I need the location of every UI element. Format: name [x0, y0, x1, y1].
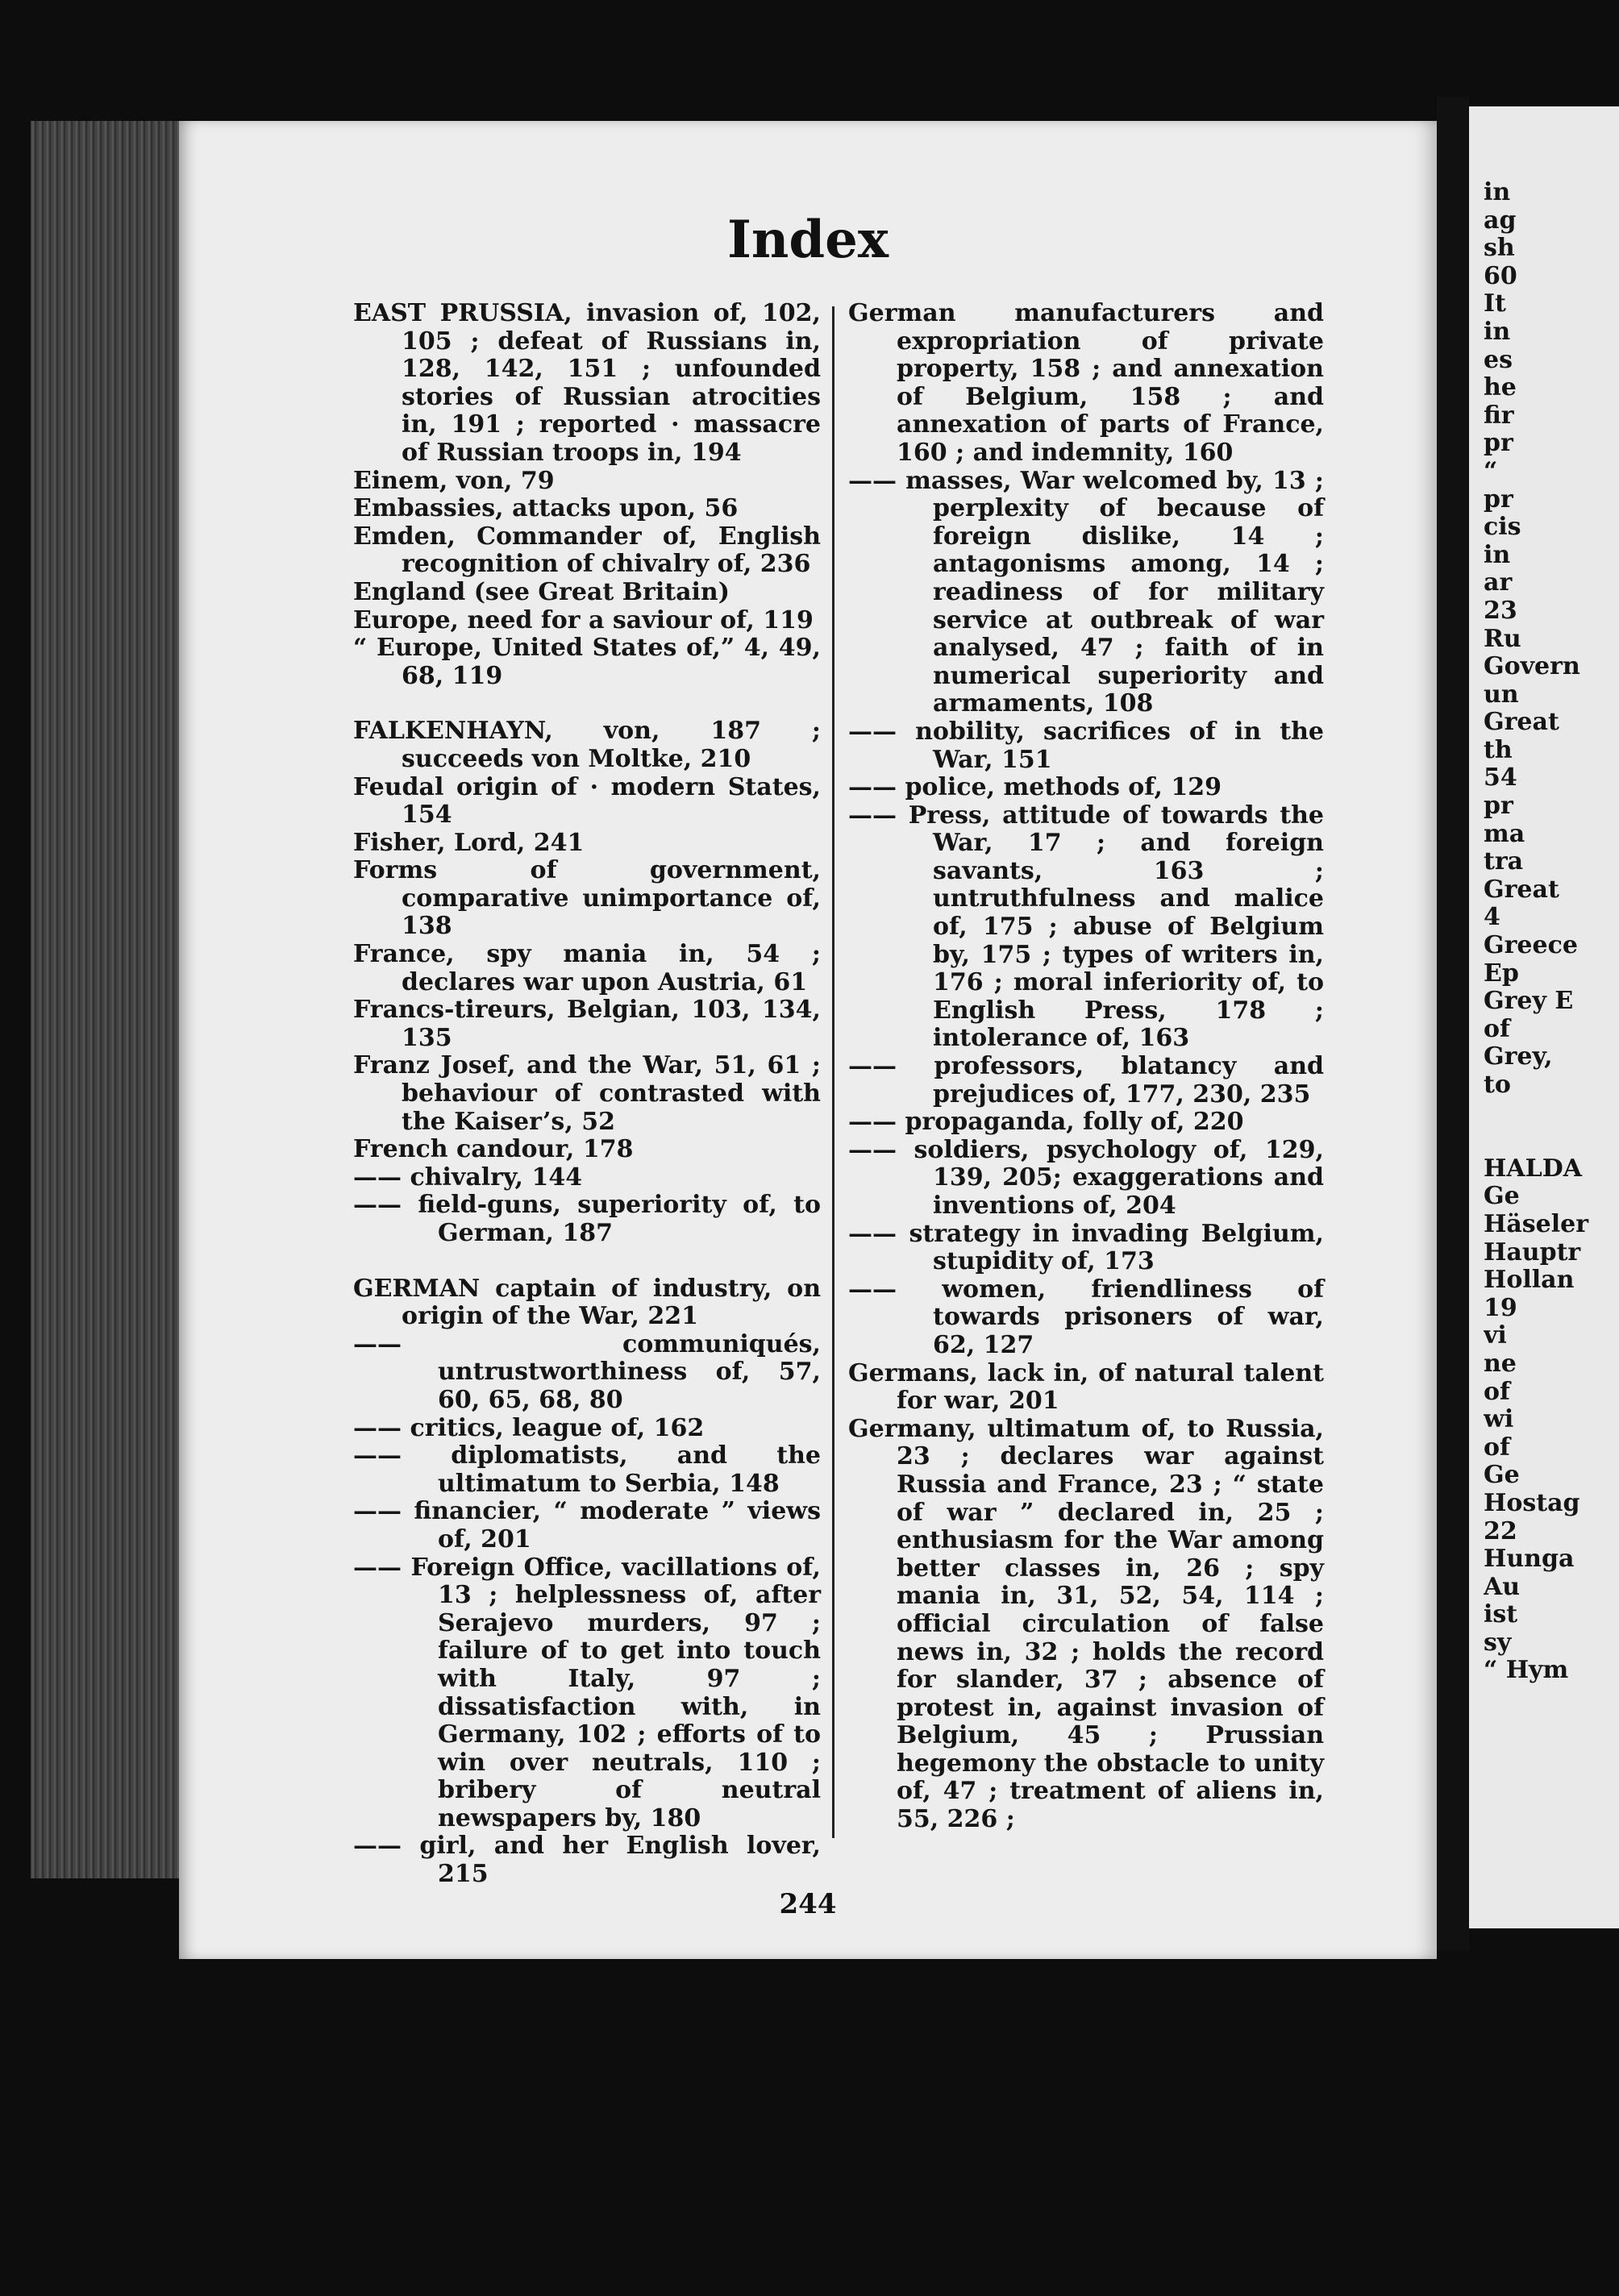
index-subentry: —— police, methods of, 129 — [848, 773, 1222, 802]
page-number: 244 — [779, 1888, 837, 1920]
facing-page-fragment: sh — [1484, 234, 1515, 263]
entry-group-gap — [353, 1248, 821, 1275]
facing-page-fragment: Hauptr — [1484, 1237, 1581, 1267]
index-page — [179, 121, 1437, 1959]
index-entry: France, spy mania in, 54 ; declares war upon Austria, 61 — [353, 940, 821, 996]
facing-page-fragment: Au — [1484, 1572, 1521, 1601]
facing-page-fragment: It — [1484, 289, 1506, 318]
page-gutter — [1437, 97, 1469, 1951]
facing-page-fragment: wi — [1484, 1405, 1514, 1434]
column-divider — [832, 306, 834, 1838]
facing-page-fragment: ma — [1484, 819, 1525, 848]
index-entry: Einem, von, 79 — [353, 466, 555, 495]
facing-page-fragment: Hostag — [1484, 1488, 1580, 1517]
facing-page-fragment: Häseler — [1484, 1209, 1589, 1238]
index-subentry: —— nobility, sacrifices of in the War, 151 — [848, 717, 1324, 774]
index-subentry: —— professors, blatancy and prejudices of, 177, 230, 235 — [848, 1052, 1324, 1108]
facing-page-fragment: pr — [1484, 429, 1513, 458]
index-entry: Germany, ultimatum of, to Russia, 23 ; declares war against Russia and France, 23 ; “ state of war ” declared in, 25 ; enthusiasm for the War among better classes in, 26 ; spy mania in, 31, 52, 54, 114 ; official circulation of false news in, 32 ; holds the record for slander, 37 ; absence of protest in, against invasion of Belgium, 45 ; Prussian hegemony the obstacle to unity of, 47 ; treatment of aliens in, 55, 226 ; — [848, 1414, 1324, 1834]
index-entry: Embassies, attacks upon, 56 — [353, 494, 739, 523]
index-entry: England (see Great Britain) — [353, 577, 730, 606]
index-subentry: —— Press, attitude of towards the War, 17 ; and foreign savants, 163 ; untruthfulness and malice of, 175 ; abuse of Belgium by, 175 ; types of writers in, 176 ; moral inferiority of, to English Press, 178 ; intolerance of, 163 — [848, 801, 1324, 1053]
facing-page-fragment: vi — [1484, 1321, 1507, 1350]
index-entry: Franz Josef, and the War, 51, 61 ; behaviour of contrasted with the Kaiser’s, 52 — [353, 1051, 821, 1136]
index-entry: EAST PRUSSIA, invasion of, 102, 105 ; defeat of Russians in, 128, 142, 151 ; unfounded stories of Russian atrocities in, 191 ; reported · massacre of Russian troops in, 194 — [353, 299, 821, 467]
facing-page-fragment: to — [1484, 1071, 1511, 1099]
facing-page-fragment: Greece — [1484, 931, 1578, 960]
facing-page-fragment: 23 — [1484, 596, 1517, 625]
facing-page-fragment: Ru — [1484, 624, 1521, 653]
index-subentry: —— critics, league of, 162 — [353, 1413, 705, 1442]
facing-page-fragment: “ — [1484, 456, 1498, 485]
facing-page-fragment: in — [1484, 179, 1511, 206]
facing-page-fragment: 19 — [1484, 1293, 1517, 1322]
facing-page-fragment: 22 — [1484, 1516, 1517, 1545]
facing-page-fragment: un — [1484, 680, 1519, 709]
facing-page-fragment: 60 — [1484, 261, 1517, 290]
facing-page-fragment: ist — [1484, 1600, 1518, 1629]
facing-page-text-fragments — [1484, 179, 1619, 1685]
facing-page-fragment: tra — [1484, 847, 1524, 876]
facing-page-fragment: Ge — [1484, 1182, 1520, 1211]
page-title: Index — [726, 210, 889, 270]
index-subentry: —— diplomatists, and the ultimatum to Serbia, 148 — [353, 1441, 821, 1498]
facing-page-fragment: ne — [1484, 1349, 1517, 1378]
index-entry: FALKENHAYN, von, 187 ; succeeds von Moltke, 210 — [353, 717, 821, 773]
facing-page-fragment: “ Hym — [1484, 1656, 1569, 1685]
facing-page-fragment — [1484, 1127, 1619, 1155]
index-subentry: —— Foreign Office, vacillations of, 13 ; helplessness of, after Serajevo murders, 97 ; failure of to get into touch with Italy, 97 ; dissatisfaction with, in Germany, 102 ; efforts of to win over neutrals, 110 ; bribery of neutral newspapers by, 180 — [353, 1553, 821, 1832]
index-subentry: —— chivalry, 144 — [353, 1163, 583, 1192]
facing-page-fragment: Great — [1484, 875, 1568, 904]
index-column-left — [353, 300, 821, 1889]
facing-page-fragment: 4 — [1484, 903, 1500, 932]
index-entry: Europe, need for a saviour of, 119 — [353, 605, 814, 634]
facing-page-fragment: Hunga — [1484, 1545, 1575, 1574]
facing-page-fragment — [1484, 1100, 1619, 1128]
facing-page-fragment: sy — [1484, 1628, 1512, 1657]
index-subentry: —— masses, War welcomed by, 13 ; perplexity of because of foreign dislike, 14 ; antagonisms among, 14 ; readiness of for military service at outbreak of war analysed, 47 ; faith of in numerical superiority and armaments, 108 — [848, 466, 1324, 718]
facing-page-fragment: Grey E — [1484, 987, 1574, 1016]
index-entry: “ Europe, United States of,” 4, 49, 68, 119 — [353, 634, 821, 690]
index-entry: German manufacturers and expropriation of private property, 158 ; and annexation of Belgium, 158 ; and annexation of parts of France, 160 ; and indemnity, 160 — [848, 299, 1324, 467]
facing-page-fragment: Hollan — [1484, 1266, 1575, 1295]
book-page-edges — [31, 121, 192, 1878]
index-entry: GERMAN captain of industry, on origin of the War, 221 — [353, 1274, 821, 1331]
index-entry: Francs-tireurs, Belgian, 103, 134, 135 — [353, 996, 821, 1052]
facing-page-fragment: fir — [1484, 401, 1514, 430]
entry-group-gap — [353, 690, 821, 718]
facing-page-fragment: Great — [1484, 708, 1559, 737]
index-subentry: —— women, friendliness of towards prisoners of war, 62, 127 — [848, 1275, 1324, 1359]
facing-page-fragment: of — [1484, 1377, 1510, 1406]
index-entry: Fisher, Lord, 241 — [353, 828, 585, 857]
index-column-right — [848, 300, 1324, 1834]
index-entry: Emden, Commander of, English recognition of chivalry of, 236 — [353, 522, 821, 579]
facing-page-fragment: 54 — [1484, 763, 1517, 792]
facing-page-fragment: Grey, — [1484, 1042, 1561, 1071]
facing-page-fragment: ar — [1484, 568, 1513, 597]
facing-page-fragment: th — [1484, 735, 1513, 764]
facing-page-fragment: Ge — [1484, 1461, 1520, 1490]
facing-page-fragment: of — [1484, 1433, 1510, 1462]
index-subentry: —— soldiers, psychology of, 129, 139, 205; exaggerations and inventions of, 204 — [848, 1135, 1324, 1220]
index-entry: French candour, 178 — [353, 1135, 634, 1164]
index-entry: Germans, lack in, of natural talent for war, 201 — [848, 1358, 1324, 1416]
facing-page-fragment: Govern — [1484, 652, 1580, 681]
index-subentry: —— financier, “ moderate ” views of, 201 — [353, 1497, 821, 1554]
index-entry: Forms of government, comparative unimportance of, 138 — [353, 856, 821, 941]
index-entry: Feudal origin of · modern States, 154 — [353, 772, 821, 830]
facing-page-fragment: pr — [1484, 485, 1513, 514]
facing-page-fragment: of — [1484, 1014, 1510, 1043]
facing-page-fragment: in — [1484, 540, 1511, 569]
facing-page-fragment: ag — [1484, 206, 1517, 235]
index-subentry: —— communiqués, untrustworthiness of, 57, 60, 65, 68, 80 — [353, 1329, 821, 1414]
facing-page-fragment: es — [1484, 345, 1513, 374]
facing-page-fragment: Ep — [1484, 959, 1519, 988]
facing-page-fragment: cis — [1484, 513, 1521, 542]
facing-page-fragment: in — [1484, 317, 1511, 346]
facing-page-fragment: he — [1484, 373, 1517, 402]
facing-page-fragment: pr — [1484, 792, 1513, 821]
index-subentry: —— field-guns, superiority of, to German, 187 — [353, 1191, 821, 1247]
index-subentry: —— strategy in invading Belgium, stupidity of, 173 — [848, 1219, 1324, 1276]
index-subentry: —— propaganda, folly of, 220 — [848, 1108, 1244, 1137]
index-subentry: —— girl, and her English lover, 215 — [353, 1832, 821, 1889]
facing-page-fragment: HALDA — [1484, 1154, 1583, 1183]
